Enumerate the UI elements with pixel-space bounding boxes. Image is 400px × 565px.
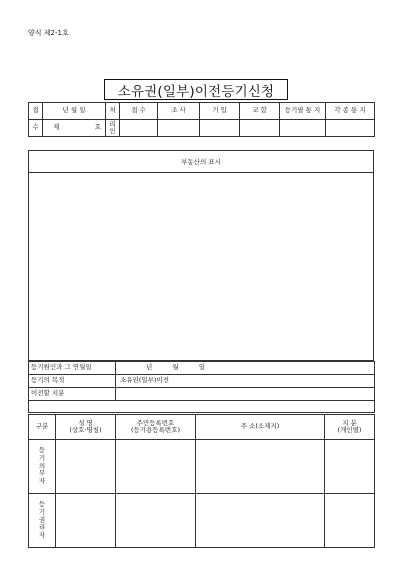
- name-header-sub: (상호·명칭): [69, 426, 102, 434]
- receipt-number-suffix: 호: [94, 123, 101, 132]
- obligee-label: [29, 494, 56, 548]
- form-title: 소유권(일부)이전등기신청: [104, 79, 288, 100]
- registration-info-table: [28, 361, 375, 413]
- name-header-main: 성 명: [78, 418, 93, 427]
- share-label: 이전할 지분: [29, 388, 116, 401]
- address-header: 주 소(소재지): [196, 415, 325, 440]
- obligor-label: [29, 440, 56, 494]
- obligor-id-field[interactable]: [116, 440, 196, 494]
- property-header: 부동산의 표시: [29, 151, 373, 173]
- receipt-date[interactable]: 년 월 일: [43, 103, 106, 120]
- processing-notice-various-stamp[interactable]: [326, 120, 375, 137]
- purpose-field[interactable]: 소유권(일부)이전: [116, 375, 375, 388]
- obligee-name-field[interactable]: [56, 494, 116, 548]
- processing-notice-various-label: 각 종 통 지: [326, 103, 375, 120]
- id-number-header-sub: (등기용등록번호): [130, 426, 181, 434]
- obligee-share-field[interactable]: [325, 494, 375, 548]
- property-description-area[interactable]: [29, 173, 373, 361]
- processing-receipt-stamp[interactable]: [120, 120, 158, 137]
- handler-label-in: 인: [109, 127, 116, 135]
- handler-label-bottom: [106, 120, 120, 137]
- share-field[interactable]: [116, 388, 375, 401]
- obligor-address-field[interactable]: [196, 440, 325, 494]
- processing-notice-complete-label: 등기필 통 지: [280, 103, 326, 120]
- name-header: [56, 415, 116, 440]
- purpose-label: 등기의 목적: [29, 375, 116, 388]
- id-number-header-main: 주민등록번호: [136, 418, 175, 427]
- processing-receipt-label: 접 수: [120, 103, 158, 120]
- form-number: 양식 제2-1호: [28, 29, 69, 37]
- obligor-name-field[interactable]: [56, 440, 116, 494]
- obligor-share-field[interactable]: [325, 440, 375, 494]
- processing-investigate-stamp[interactable]: [158, 120, 200, 137]
- obligee-label-text: 등 기 권 리 자: [38, 500, 46, 540]
- obligee-id-field[interactable]: [116, 494, 196, 548]
- processing-entry-stamp[interactable]: [200, 120, 240, 137]
- cause-date-field[interactable]: 년 월 일: [116, 362, 375, 375]
- obligor-label-text: 등 기 의 무 자: [38, 446, 46, 486]
- receipt-number-prefix: 제: [53, 123, 60, 132]
- share-header-main: 지 분: [342, 418, 357, 427]
- id-number-header: [116, 415, 196, 440]
- receipt-table: [28, 102, 375, 137]
- processing-entry-label: 기 입: [200, 103, 240, 120]
- receipt-label-bottom: 수: [29, 120, 43, 137]
- processing-check-label: 교 합: [240, 103, 280, 120]
- obligee-address-field[interactable]: [196, 494, 325, 548]
- parties-table: [28, 414, 375, 548]
- processing-notice-complete-stamp[interactable]: [280, 120, 326, 137]
- division-header: 구분: [29, 415, 56, 440]
- processing-investigate-label: 조 사: [158, 103, 200, 120]
- cause-label: 등기원인과 그 연월일: [29, 362, 116, 375]
- share-header-sub: (개인별): [337, 426, 362, 434]
- processing-check-stamp[interactable]: [240, 120, 280, 137]
- property-section: [28, 150, 374, 361]
- receipt-number[interactable]: [43, 120, 106, 137]
- share-header: [325, 415, 375, 440]
- receipt-label-top: 접: [29, 103, 43, 120]
- handler-label-ri: 리: [109, 120, 116, 129]
- blank-row: [29, 401, 375, 413]
- handler-label-top: 처: [106, 103, 120, 120]
